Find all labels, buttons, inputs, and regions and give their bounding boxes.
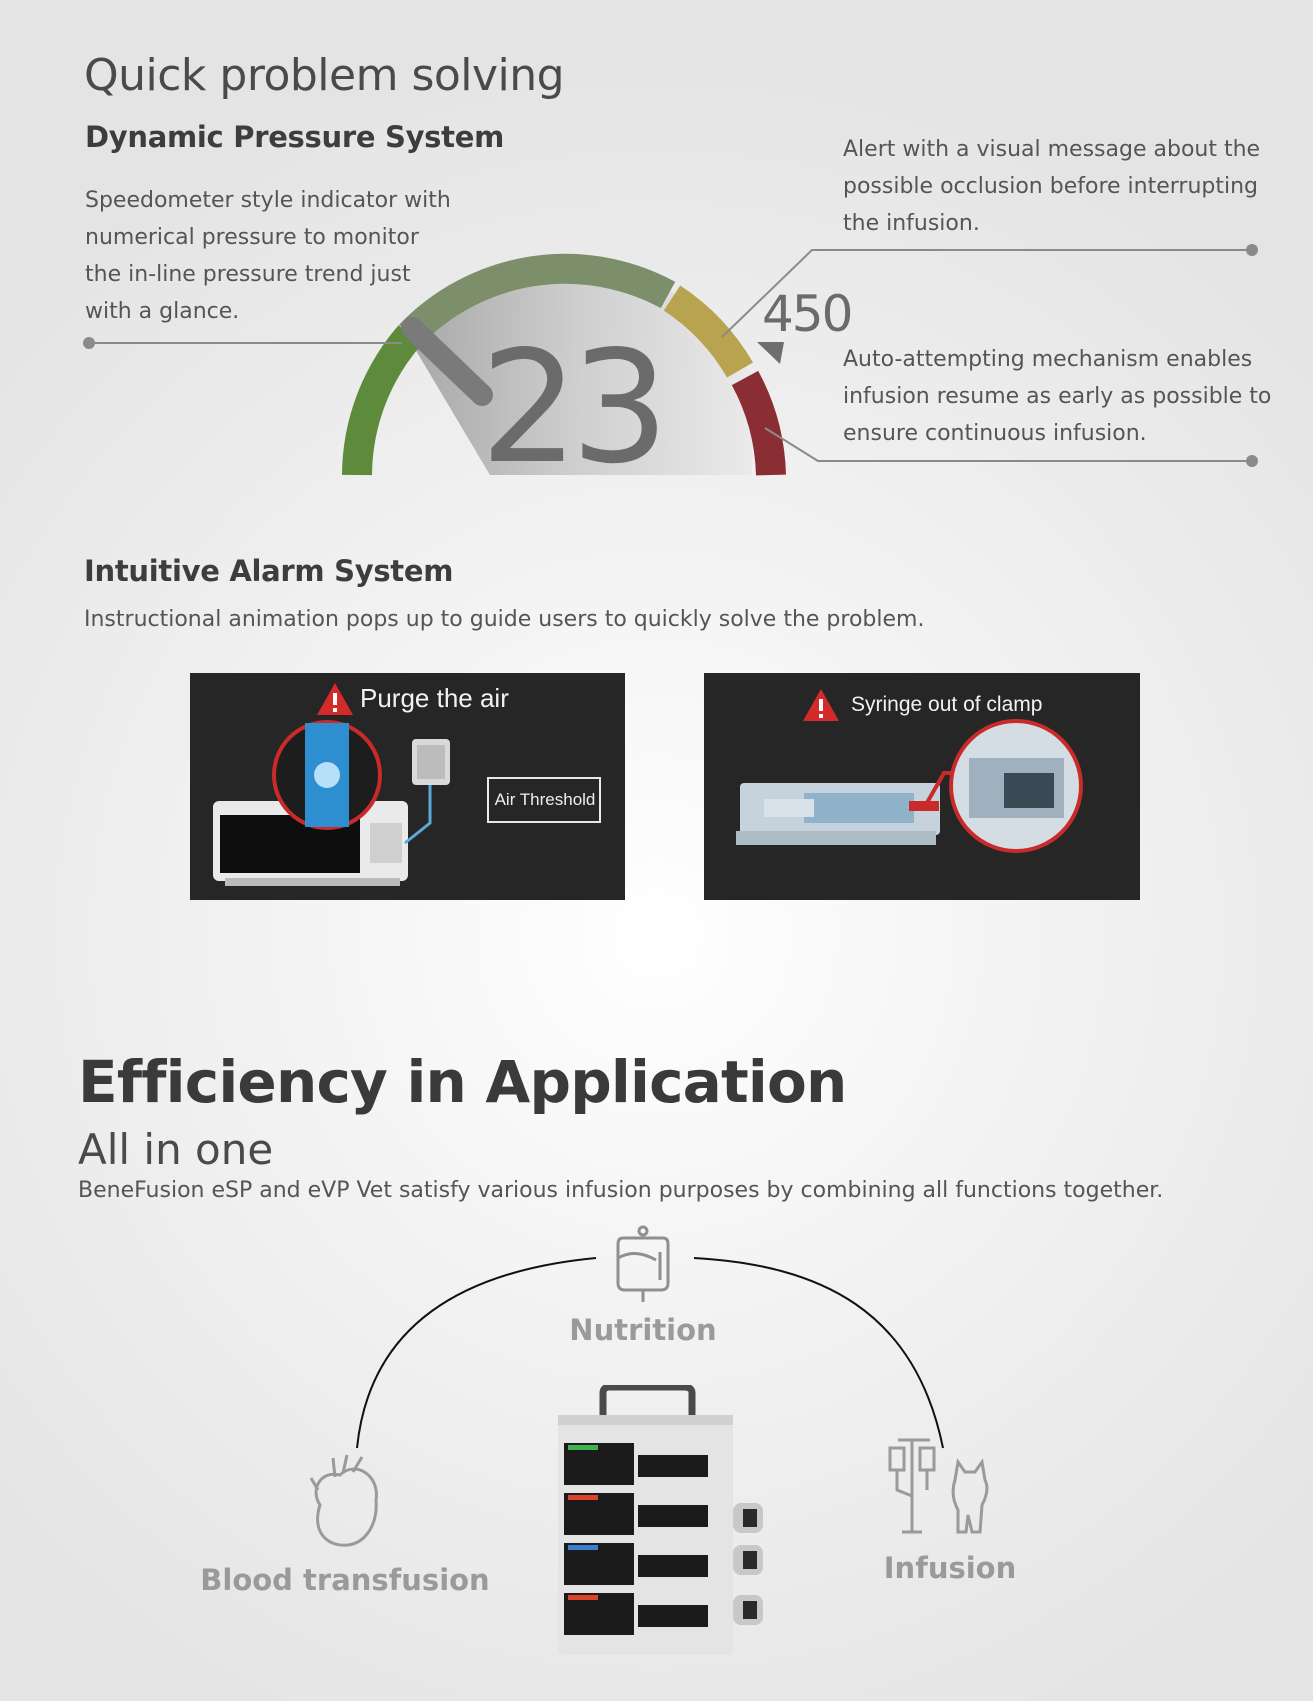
pump-illustration — [190, 673, 625, 900]
max-marker — [757, 342, 784, 364]
auto-line: ensure continuous infusion. — [843, 421, 1147, 446]
dps-line: numerical pressure to monitor — [85, 225, 419, 250]
auto-line: Auto-attempting mechanism enables — [843, 347, 1253, 372]
dynamic-pressure-title: Dynamic Pressure System — [85, 120, 504, 154]
gauge-value: 23 — [480, 317, 662, 498]
dps-line: Speedometer style indicator with — [85, 188, 451, 213]
alert-line: possible occlusion before interrupting — [843, 174, 1259, 199]
blood-transfusion-label: Blood transfusion — [200, 1563, 490, 1597]
iv-pole-cat-icon — [890, 1440, 987, 1532]
alert-line: Alert with a visual message about the — [843, 137, 1261, 162]
efficiency-description: BeneFusion eSP and eVP Vet satisfy various infusion purposes by combining all functions together. — [78, 1178, 1164, 1203]
syringe-clamp-title: Syringe out of clamp — [851, 693, 1043, 716]
auto-line: infusion resume as early as possible to — [843, 384, 1272, 409]
stacked-pumps-image — [548, 1385, 788, 1665]
alert-line: the infusion. — [843, 211, 980, 236]
heart-icon — [311, 1455, 376, 1545]
iv-bag-icon — [618, 1227, 668, 1302]
air-threshold-button[interactable]: Air Threshold — [494, 790, 596, 809]
alarm-system-title: Intuitive Alarm System — [84, 554, 454, 588]
purge-air-title: Purge the air — [360, 683, 509, 713]
syringe-illustration — [704, 673, 1140, 900]
efficiency-subtitle: All in one — [78, 1125, 274, 1174]
nutrition-label: Nutrition — [569, 1313, 717, 1347]
infusion-label: Infusion — [883, 1551, 1017, 1585]
gauge-arc-green — [357, 335, 410, 475]
alarm-panel-syringe-clamp — [704, 673, 1140, 900]
section-title-quick: Quick problem solving — [84, 50, 565, 101]
efficiency-title: Efficiency in Application — [78, 1048, 847, 1116]
dps-line: with a glance. — [85, 299, 240, 324]
alarm-system-description: Instructional animation pops up to guide users to quickly solve the problem. — [84, 607, 925, 632]
gauge-max-label: 450 — [762, 285, 852, 343]
dps-line: the in-line pressure trend just — [85, 262, 411, 287]
alarm-panel-purge-air — [190, 673, 625, 900]
